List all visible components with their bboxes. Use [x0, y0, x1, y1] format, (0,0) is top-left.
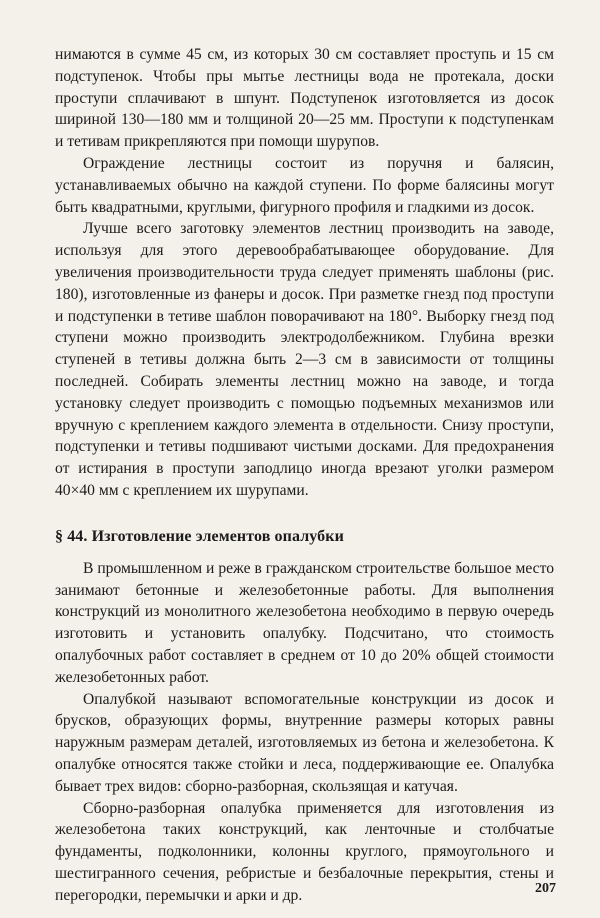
paragraph: В промышленном и реже в гражданском строительстве большое место занимают бетонные и железобетонные работы. Для выполнения конструкций из монолитного железобетона необходимо в первую очередь изготовить и установить опалубку. Подсчитано, что стоимость опалубочных работ составляет в среднем от 10 до 20% общей стоимости железобетонных работ.: [55, 559, 554, 686]
paragraph: Лучше всего заготовку элементов лестниц производить на заводе, используя для этого деревообрабатывающее оборудование. Для увеличения производительности труда следует применять шаблоны (рис. 180), изготовленные из фанеры и досок. При разметке гнезд под проступи и подступенки в тетиве шаблон поворачивают на 180°. Выборку гнезд под ступени можно производить электродолбежником. Глубина врезки ступеней в тетивы должна быть 2—3 см в зависимости от толщины последней. Собирать элементы лестниц можно на заводе, и тогда установку следует производить с помощью подъемных механизмов или вручную с креплением каждого элемента в отдельности. Снизу проступи, подступенки и тетивы подшивают чистыми досками. Для предохранения от истирания в проступи заподлицо иногда врезают уголки размером 40×40 мм с креплением их шурупами.: [55, 220, 554, 499]
paragraph: Сборно-разборная опалубка применяется для изготовления из железобетона таких конструкций, как ленточные и столбчатые фундаменты, подколонники, колонны круглого, прямоугольного и шестигранного сечения, ребристые и безбалочные перекрытия, стены и перегородки, перемычки и арки и др.: [55, 799, 554, 904]
page-number: 207: [535, 881, 556, 896]
paragraph: нимаются в сумме 45 см, из которых 30 см составляет проступь и 15 см подступенок. Чтобы пры мытье лестницы вода не протекала, доски проступи сплачивают в шпунт. Подступенок изготовляется из досок шириной 130—180 мм и толщиной 20—25 мм. Проступи к подступенкам и тетивам прикрепляются при помощи шурупов.: [55, 46, 554, 151]
text-block-top: [55, 44, 554, 502]
text-block-bottom: [55, 558, 554, 907]
paragraph: Ограждение лестницы состоит из поручня и балясин, устанавливаемых обычно на каждой ступени. По форме балясины могут быть квадратными, круглыми, фигурного профиля и гладкими из досок.: [55, 154, 554, 216]
section-heading: § 44. Изготовление элементов опалубки: [55, 527, 344, 545]
paragraph: Опалубкой называют вспомогательные конструкции из досок и брусков, образующих формы, внутренние размеры которых равны наружным размерам деталей, изготовляемых из бетона и железобетона. К опалубке относятся также стойки и леса, поддерживающие ее. Опалубка бывает трех видов: сборно-разборная, скользящая и катучая.: [55, 690, 554, 795]
